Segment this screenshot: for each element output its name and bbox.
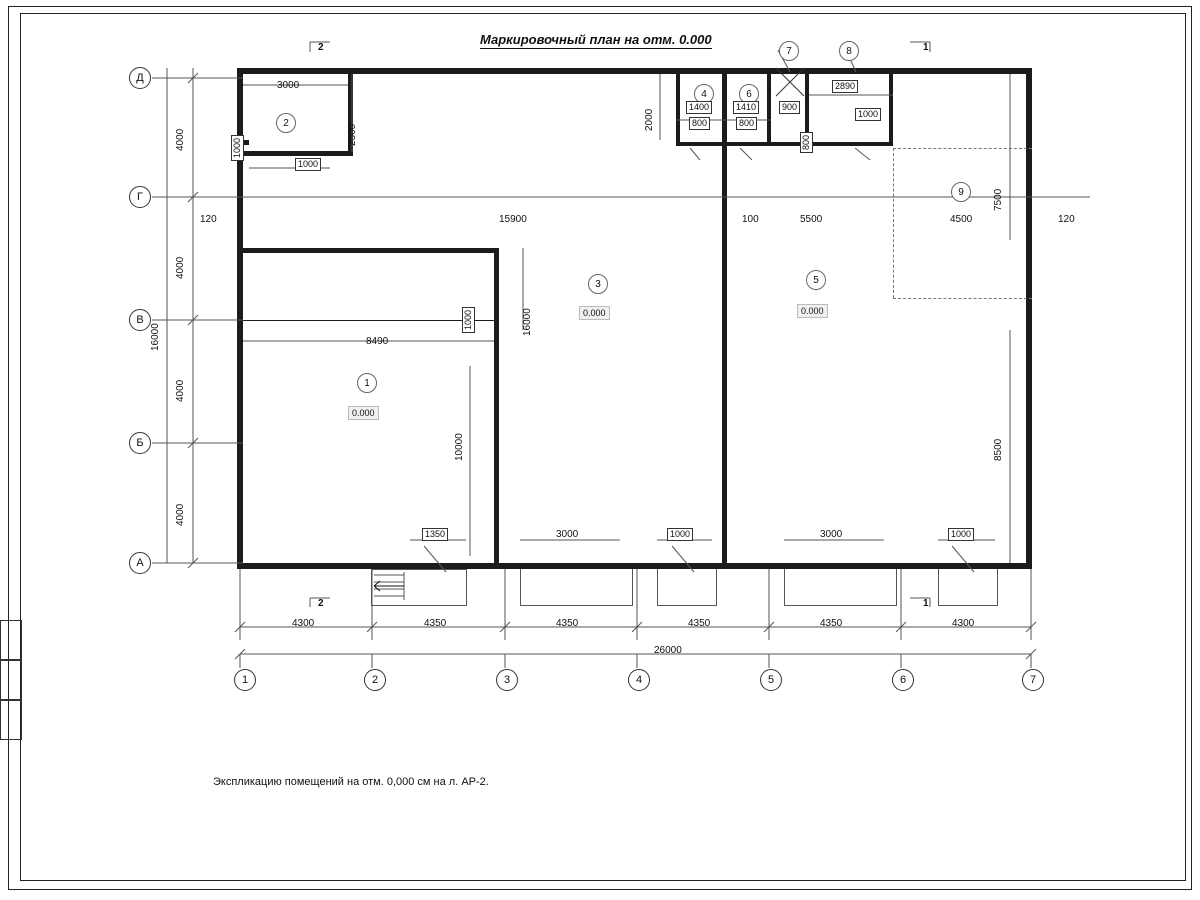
- axis-bubble-2[interactable]: 2: [364, 669, 386, 691]
- axis-bubble-G[interactable]: Г: [129, 186, 151, 208]
- axis-bubble-1[interactable]: 1: [234, 669, 256, 691]
- stoop-2-left: [520, 569, 521, 605]
- room-level-5: 0.000: [797, 304, 828, 318]
- opening-size-4: 1400: [686, 101, 712, 114]
- wall-smallroom-bottom-b: [727, 142, 771, 146]
- dim-bottom-inner-3000b: 3000: [820, 529, 843, 540]
- dim-left-4: 4000: [175, 503, 186, 526]
- axis-bubble-3[interactable]: 3: [496, 669, 518, 691]
- wall-smallroom-mid2: [767, 68, 771, 146]
- wall-central-partition: [722, 74, 727, 564]
- dim-mid-4500: 4500: [950, 214, 973, 225]
- opening-width-6: 800: [736, 117, 757, 130]
- dim-bottom-inner-1350: 1350: [422, 528, 448, 541]
- opening-bubble-6[interactable]: 6: [739, 84, 759, 104]
- dim-right-2: 8500: [993, 438, 1004, 461]
- opening-size-6: 1410: [733, 101, 759, 114]
- dim-bottom-1: 4300: [292, 618, 315, 629]
- axis-bubble-A[interactable]: А: [129, 552, 151, 574]
- dim-left-total: 16000: [150, 323, 161, 351]
- section-mark-top-left: 2: [318, 42, 324, 53]
- stoop-1-outline: [371, 569, 466, 570]
- stoop-5-bottom: [938, 605, 998, 606]
- wall-room1-mid-horizontal: [243, 320, 495, 321]
- wall-smallroom-mid1: [722, 68, 727, 146]
- dim-bottom-inner-1000b: 1000: [948, 528, 974, 541]
- opening-bubble-7[interactable]: 7: [779, 41, 799, 61]
- opening-bubble-8[interactable]: 8: [839, 41, 859, 61]
- axis-bubble-D[interactable]: Д: [129, 67, 151, 89]
- dim-top-right-1000: 1000: [855, 108, 881, 121]
- wall-vestibule-bottom: [243, 151, 353, 156]
- wall-right-outer: [1026, 68, 1032, 569]
- section-mark-bottom-left: 2: [318, 598, 324, 609]
- stoop-1-left: [371, 569, 372, 605]
- wall-room1-right: [494, 248, 499, 564]
- stoop-3-bottom: [657, 605, 717, 606]
- stoop-5-left: [938, 569, 939, 605]
- stoop-5-right: [997, 569, 998, 605]
- axis-bubble-4[interactable]: 4: [628, 669, 650, 691]
- wall-smallroom-right: [889, 68, 893, 146]
- sheet-frame-inner: [20, 13, 1186, 881]
- explication-note: Экспликацию помещений на отм. 0,000 см на л. АР-2.: [213, 776, 489, 788]
- sheet-bottom-strip: [655, 876, 905, 890]
- stoop-4-left: [784, 569, 785, 605]
- dim-left-1: 4000: [175, 128, 186, 151]
- wall-top-outer: [237, 68, 1032, 74]
- stoop-2-right: [632, 569, 633, 605]
- dim-bottom-2: 4350: [424, 618, 447, 629]
- dim-top-3000: 3000: [277, 80, 300, 91]
- dim-vest-1000: 1000: [231, 135, 244, 161]
- dim-bottom-3: 4350: [556, 618, 579, 629]
- section-mark-top-right: 1: [923, 42, 929, 53]
- dim-bottom-inner-1000a: 1000: [667, 528, 693, 541]
- dim-bottom-inner-3000a: 3000: [556, 529, 579, 540]
- dim-bottom-5: 4350: [820, 618, 843, 629]
- axis-bubble-6[interactable]: 6: [892, 669, 914, 691]
- stamp-box-2: [0, 660, 22, 700]
- dim-bottom-6: 4300: [952, 618, 975, 629]
- room-bubble-3[interactable]: 3: [588, 274, 608, 294]
- dim-inner-8490: 8490: [366, 336, 389, 347]
- dim-mid-120-right: 120: [1058, 214, 1075, 225]
- wall-bottom-outer: [237, 563, 1032, 569]
- room-level-1: 0.000: [348, 406, 379, 420]
- axis-bubble-7[interactable]: 7: [1022, 669, 1044, 691]
- page-title: Маркировочный план на отм. 0.000: [480, 32, 712, 47]
- dim-inner-10000: 10000: [454, 433, 465, 461]
- wall-room1-top: [243, 248, 499, 253]
- stoop-2-bottom: [520, 605, 633, 606]
- dim-mid-120-left: 120: [200, 214, 217, 225]
- wall-smallroom-bottom-d: [809, 142, 893, 146]
- opening-size-8: 2890: [832, 80, 858, 93]
- stoop-4-right: [896, 569, 897, 605]
- room9-dash-top: [893, 148, 1032, 149]
- dim-bottom-4: 4350: [688, 618, 711, 629]
- dim-top-1000: 1000: [295, 158, 321, 171]
- opening-bubble-2[interactable]: 2: [276, 113, 296, 133]
- opening-width-4: 800: [689, 117, 710, 130]
- section-mark-bottom-right: 1: [923, 598, 929, 609]
- axis-bubble-5[interactable]: 5: [760, 669, 782, 691]
- dim-mid-15900: 15900: [499, 214, 527, 225]
- dim-inner-16000: 16000: [522, 308, 533, 336]
- stoop-1-right: [466, 569, 467, 605]
- stoop-1-bottom: [371, 605, 467, 606]
- stoop-3-right: [716, 569, 717, 605]
- axis-bubble-B[interactable]: Б: [129, 432, 151, 454]
- opening-width-7: 800: [800, 132, 813, 153]
- dim-mid-100: 100: [742, 214, 759, 225]
- wall-smallroom-bottom-a: [676, 142, 727, 146]
- dim-right-1: 7500: [993, 188, 1004, 211]
- stamp-box-3: [0, 700, 22, 740]
- dim-bottom-total: 26000: [654, 645, 682, 656]
- stoop-4-bottom: [784, 605, 897, 606]
- axis-bubble-V[interactable]: В: [129, 309, 151, 331]
- room-level-3: 0.000: [579, 306, 610, 320]
- room9-dash-left: [893, 148, 894, 298]
- opening-size-7: 900: [779, 101, 800, 114]
- dim-mid-5500: 5500: [800, 214, 823, 225]
- dim-top-2500: 2500: [347, 123, 358, 146]
- stamp-box-1: [0, 620, 22, 660]
- dim-left-2: 4000: [175, 256, 186, 279]
- room-bubble-5[interactable]: 5: [806, 270, 826, 290]
- stoop-3-left: [657, 569, 658, 605]
- opening-bubble-4[interactable]: 4: [694, 84, 714, 104]
- dim-inner-1000-room1: 1000: [462, 307, 475, 333]
- room9-dash-bottom: [893, 298, 1032, 299]
- wall-smallroom-left: [676, 68, 680, 146]
- dim-left-3: 4000: [175, 379, 186, 402]
- room-bubble-1[interactable]: 1: [357, 373, 377, 393]
- room-bubble-9[interactable]: 9: [951, 182, 971, 202]
- dim-top-2000: 2000: [644, 108, 655, 131]
